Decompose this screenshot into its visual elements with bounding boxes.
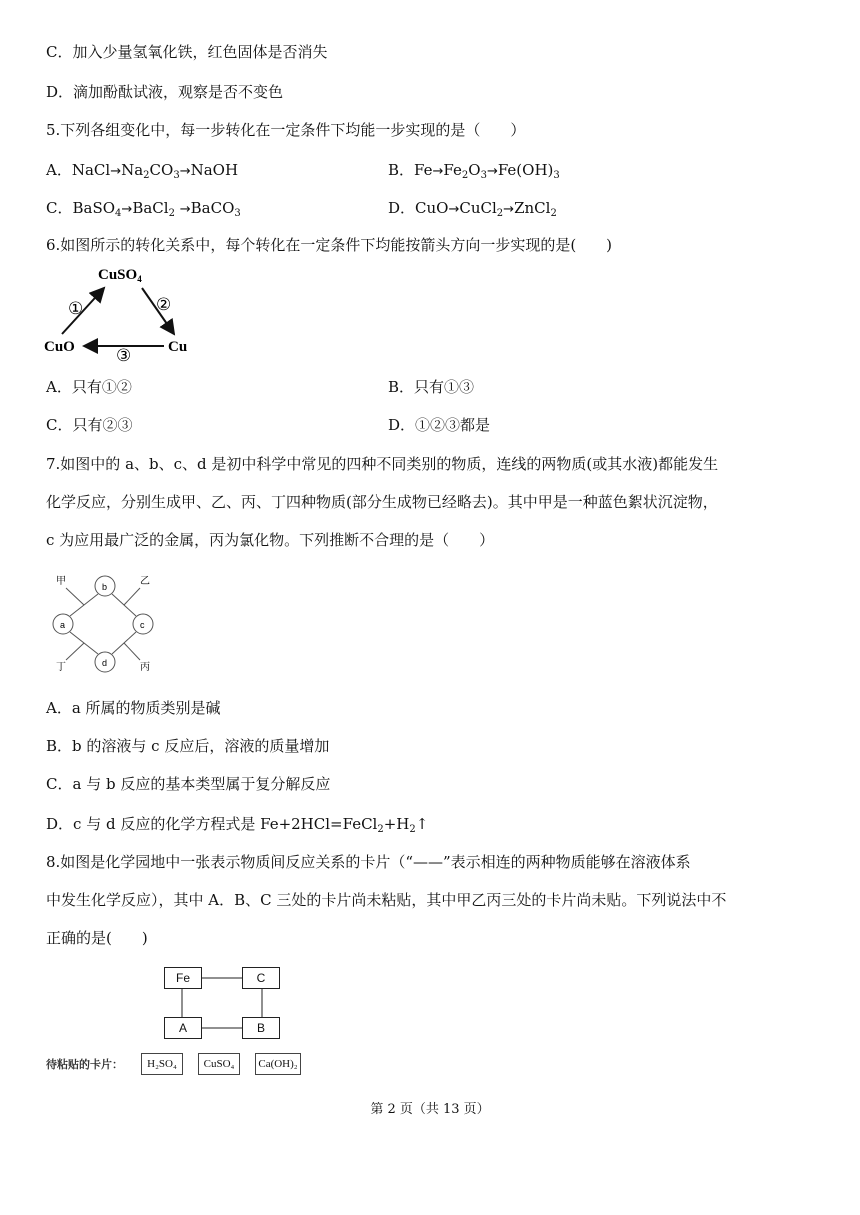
q6-label-3: ③	[116, 346, 132, 362]
q7-option-b: B．b 的溶液与 c 反应后，溶液的质量增加	[46, 737, 330, 755]
q8-card-b: B	[242, 1017, 280, 1039]
q8-pending-card-1: H₂SO₄	[141, 1053, 183, 1075]
q6-node-top: CuSO$_4$	[98, 267, 142, 284]
q8-stem-line1: 8.如图是化学园地中一张表示物质间反应关系的卡片（“——”表示相连的两种物质能够在溶液体系	[46, 853, 691, 871]
q8-pending-card-3: Ca(OH)₂	[255, 1053, 301, 1075]
q6-option-b: B．只有①③	[388, 378, 475, 396]
q5-option-b: B．$Fe\to Fe_2O_3\to Fe(OH)_3$	[388, 161, 560, 181]
q8-pending-card-2: CuSO₄	[198, 1053, 240, 1075]
q5-option-d: D．CuO→CuCl$_2$→ZnCl$_2$	[388, 199, 557, 219]
q8-card-fe: Fe	[164, 967, 202, 989]
q6-node-right: Cu	[168, 339, 188, 355]
q6-option-c: C．只有②③	[46, 416, 133, 434]
q7-label-ding: 丁	[56, 662, 66, 673]
q5-stem: 5.下列各组变化中，每一步转化在一定条件下均能一步实现的是（ ）	[46, 121, 526, 139]
q6-label-1: ①	[68, 299, 84, 319]
q8-pending-label: 待粘贴的卡片：	[46, 1058, 123, 1071]
q7-stem-line2: 化学反应，分别生成甲、乙、丙、丁四种物质(部分生成物已经略去)。其中甲是一种蓝色絮状沉淀物，	[46, 493, 718, 511]
q6-label-2: ②	[156, 295, 172, 315]
q6-option-d: D．①②③都是	[388, 416, 491, 434]
q7-option-c: C．a 与 b 反应的基本类型属于复分解反应	[46, 775, 331, 793]
q7-label-yi: 乙	[140, 576, 150, 587]
svg-text:b: b	[102, 582, 108, 592]
svg-text:a: a	[60, 620, 66, 630]
q6-stem: 6.如图所示的转化关系中，每个转化在一定条件下均能按箭头方向一步实现的是( )	[46, 236, 613, 254]
q7-reaction-diagram	[44, 570, 164, 680]
q5-option-a: A．$NaCl\to Na_2CO_3\to NaOH$	[46, 161, 239, 181]
q7-stem-line3: c 为应用最广泛的金属，丙为氯化物。下列推断不合理的是（ ）	[46, 531, 495, 549]
q8-card-c: C	[242, 967, 280, 989]
q4-option-d: D．滴加酚酞试液，观察是否不变色	[46, 83, 284, 101]
q4-option-c: C．加入少量氢氧化铁，红色固体是否消失	[46, 43, 328, 61]
q6-option-a: A．只有①②	[46, 378, 132, 396]
q6-node-left: CuO	[44, 339, 75, 355]
q8-stem-line3: 正确的是( )	[46, 929, 148, 947]
q7-option-a: A．a 所属的物质类别是碱	[46, 699, 221, 717]
svg-text:c: c	[140, 620, 145, 630]
q7-stem-line1: 7.如图中的 a、b、c、d 是初中科学中常见的四种不同类别的物质，连线的两物质(或其水液)都能发生	[46, 455, 719, 473]
q7-label-bing: 丙	[140, 662, 150, 673]
svg-text:d: d	[102, 658, 108, 668]
q8-stem-line2: 中发生化学反应），其中 A．B、C 三处的卡片尚未粘贴，其中甲乙丙三处的卡片尚未贴。下列说法中不	[46, 891, 727, 909]
q5-option-c: C．BaSO$_4$→BaCl$_2$ →BaCO$_3$	[46, 199, 241, 219]
q6-triangle-diagram	[40, 262, 200, 362]
q7-label-jia: 甲	[56, 576, 66, 587]
page-footer: 第 2 页（共 13 页）	[370, 1102, 490, 1117]
q8-card-a: A	[164, 1017, 202, 1039]
q7-option-d: D．c 与 d 反应的化学方程式是 $Fe+2HCl=FeCl_2+H_2↑$	[46, 815, 429, 835]
